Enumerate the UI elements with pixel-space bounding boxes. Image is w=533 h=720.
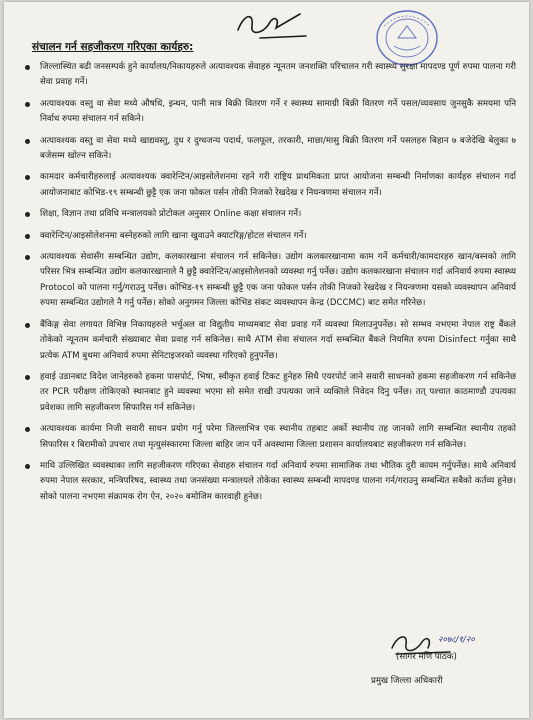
list-item [22,207,516,222]
list-item [22,250,516,312]
bullet-icon [25,175,30,180]
list-item [22,60,516,91]
item-text: क्वारेन्टिन/आइसोलेशनमा बस्नेहरुको लागि खाना खुवाउने क्याटरिङ्ग/होटल संचालन गर्ने। [40,230,307,241]
bullet-icon [25,255,30,260]
document-heading: संचालन गर्न सहजीकरण गरिएका कार्यहरु: [32,41,194,53]
bullet-icon [25,464,30,469]
signatory-name: (सागर मणि पाठक) [396,652,457,662]
item-text: अत्यावश्यक कार्यमा निजी सवारी साधन प्रयोग गर्नु परेमा जिल्लाभित्र एक स्थानीय तहबाट अर्को स्थानीय तह जानको लागि सम्बन्धित स्थानीय तहको सिफारिस र बिरामीको उपचार तथा मृत्युसंस्कारमा जिल्ला बाहिर जान पर्ने अवस्थामा जिल्ला प्रशासन कार्यालयबाट सहजीकरण गर्न सकिनेछ। [40,424,516,450]
item-text: जिल्लास्थित बढी जनसम्पर्क हुने कार्यालय/निकायहरुले अत्यावश्यक सेवाहरु न्यूनतम जनशक्ति परिचालन गरी स्वास्थ्य सुरक्षा मापदण्ड पूर्ण रुपमा पालना गरी सेवा प्रवाह गर्ने। [40,62,516,88]
list-item [22,422,516,453]
bullet-icon [25,234,30,239]
item-text: अत्यावश्यक सेवासँग सम्बन्धित उद्योग, कलकारखाना संचालन गर्न सकिनेछ। उद्योग कलकारखानामा काम गर्ने कर्मचारी/कामदारहरु खान/बस्नको लागि परिसर भित्र सम्बन्धित उद्योग कलकारखानाले नै छुट्टै क्वारेन्टिन/आइसोलेशनको व्यवस्था गर्नु पर्नेछ। उद्योग कलकारखाना संचालन गर्दा अनिवार्य रुपमा स्वास्थ्य Protocol को पालना गर्नु/गराउनु पर्नेछ। कोभिड-१९ सम्बन्धी छुट्टै एक जना फोकल पर्सन तोकी निजको रेखदेख र नियन्त्रणमा यसको व्यवस्थापन अनिवार्य रुपमा सम्बन्धित उद्योगले नै गर्नु पर्नेछ। सोको अनुगमन जिल्ला कोभिड संकट व्यवस्थापन केन्द्र (DCCMC) बाट समेत गरिनेछ। [40,252,516,309]
list-item [22,318,516,364]
signature-date: २०७८/१/२० [438,635,475,645]
item-text: शिक्षा, विज्ञान तथा प्रविधि मन्त्रालयको प्रोटोकल अनुसार Online कक्षा संचालन गर्ने। [40,209,302,220]
list-item [22,134,516,165]
item-text: अत्यावश्यक वस्तु वा सेवा मध्ये औषधि, इन्धन, पानी मात्र बिक्री वितरण गर्ने र स्वास्थ्य सामाग्री बिक्री वितरण गर्ने पसल/व्यवसाय जुनसुकै समयमा पनि निर्वाध रुपमा संचालन गर्न सकिने। [40,98,516,125]
signature-mark [230,8,310,44]
list-item [22,229,516,244]
bullet-icon [25,427,30,432]
office-seal [374,8,440,68]
list-item [22,459,516,505]
bullet-icon [25,65,30,70]
bullet-icon [25,212,30,217]
bullet-icon [25,139,30,144]
list-item [22,97,516,128]
list-item [22,370,516,416]
item-text: माथि उल्लिखित व्यवस्थाका लागि सहजीकरण गरिएका सेवाहरु संचालन गर्दा अनिवार्य रुपमा सामाजिक तथा भौतिक दुरी कायम गर्नुपर्नेछ। साथै अनिवार्य रुपमा नेपाल सरकार, मन्त्रिपरिषद, स्वास्थ्य तथा जनसंख्या मन्त्रालयले तोकेका स्वास्थ्य सम्बन्धी मापदण्ड पालना गर्न/गराउनु सम्बन्धित सबैको कर्तव्य हुनेछ। सोको पालना नभएमा संक्रामक रोग ऐन, २०२० बमोजिम कारवाही हुनेछ। [40,460,516,502]
item-text: कामदार कर्मचारीहरुलाई अत्यावश्यक क्वारेन्टिन/आइसोलेशनमा रहने गरी राष्ट्रिय प्राथमिकता प्राप्त आयोजना सम्बन्धी निर्माणका कार्यहरु संचालन गर्दा आयोजनाबाट कोभिड-१९ सम्बन्धी छुट्टै एक जना फोकल पर्सन तोकी निजको रेखदेख र नियन्त्रणमा संचालन गर्ने। [40,172,516,198]
bullet-icon [25,102,30,107]
item-text: बैंकिङ्ग सेवा लगायत विभिन्न निकायहरुले भर्चुअल वा विद्युतीय माध्यमबाट सेवा प्रवाह गर्ने व्यवस्था मिलाउनुपर्नेछ। सो सम्भव नभएमा नेपाल राष्ट्र बैंकले तोकेको न्यूनतम कर्मचारी संख्याबाट सेवा प्रवाह गर्न सकिनेछ। साथै ATM सेवा संचालन गर्दा सम्बन्धित बैंकले नियमित रुपमा Disinfect गर्नुका साथै प्रत्येक ATM बुथमा अनिवार्य रुपमा सेनिटाइजरको व्यवस्था गरिएको हुनुपर्नेछ। [40,319,516,361]
bullet-icon [25,375,30,380]
item-text: अत्यावश्यक वस्तु वा सेवा मध्ये खाद्यवस्तु, दुध र दुग्धजन्य पदार्थ, फलफूल, तरकारी, माछा/मासु बिक्री वितरण गर्ने पसलहरु बिहान ७ बजेदेखि बेलुका ७ बजेसम्म खोल्न सकिने। [40,135,516,162]
bullet-icon [25,323,30,328]
document-page [4,2,529,718]
measures-list [22,60,516,511]
list-item [22,170,516,201]
item-text: हवाई उडानबाट विदेश जानेहरुको हकमा पासपोर्ट, भिषा, स्वीकृत हवाई टिकट हुनेहरु सिधै एयरपोर्ट जाने सवारी साधनको हकमा सहजीकरण गर्न सकिनेछ तर PCR परीक्षण तोकिएको स्थानबाट हुने व्यवस्था भएमा सो समेत राखी उपत्यका जाने व्यक्तिले निवेदन दिनु पर्नेछ। तत् पश्चात काठमाण्डौ उपत्यका प्रवेशका लागि सहजीकरण सिफारिस गर्न सकिनेछ। [40,371,516,413]
signatory-title: प्रमुख जिल्ला अधिकारी [371,676,443,686]
